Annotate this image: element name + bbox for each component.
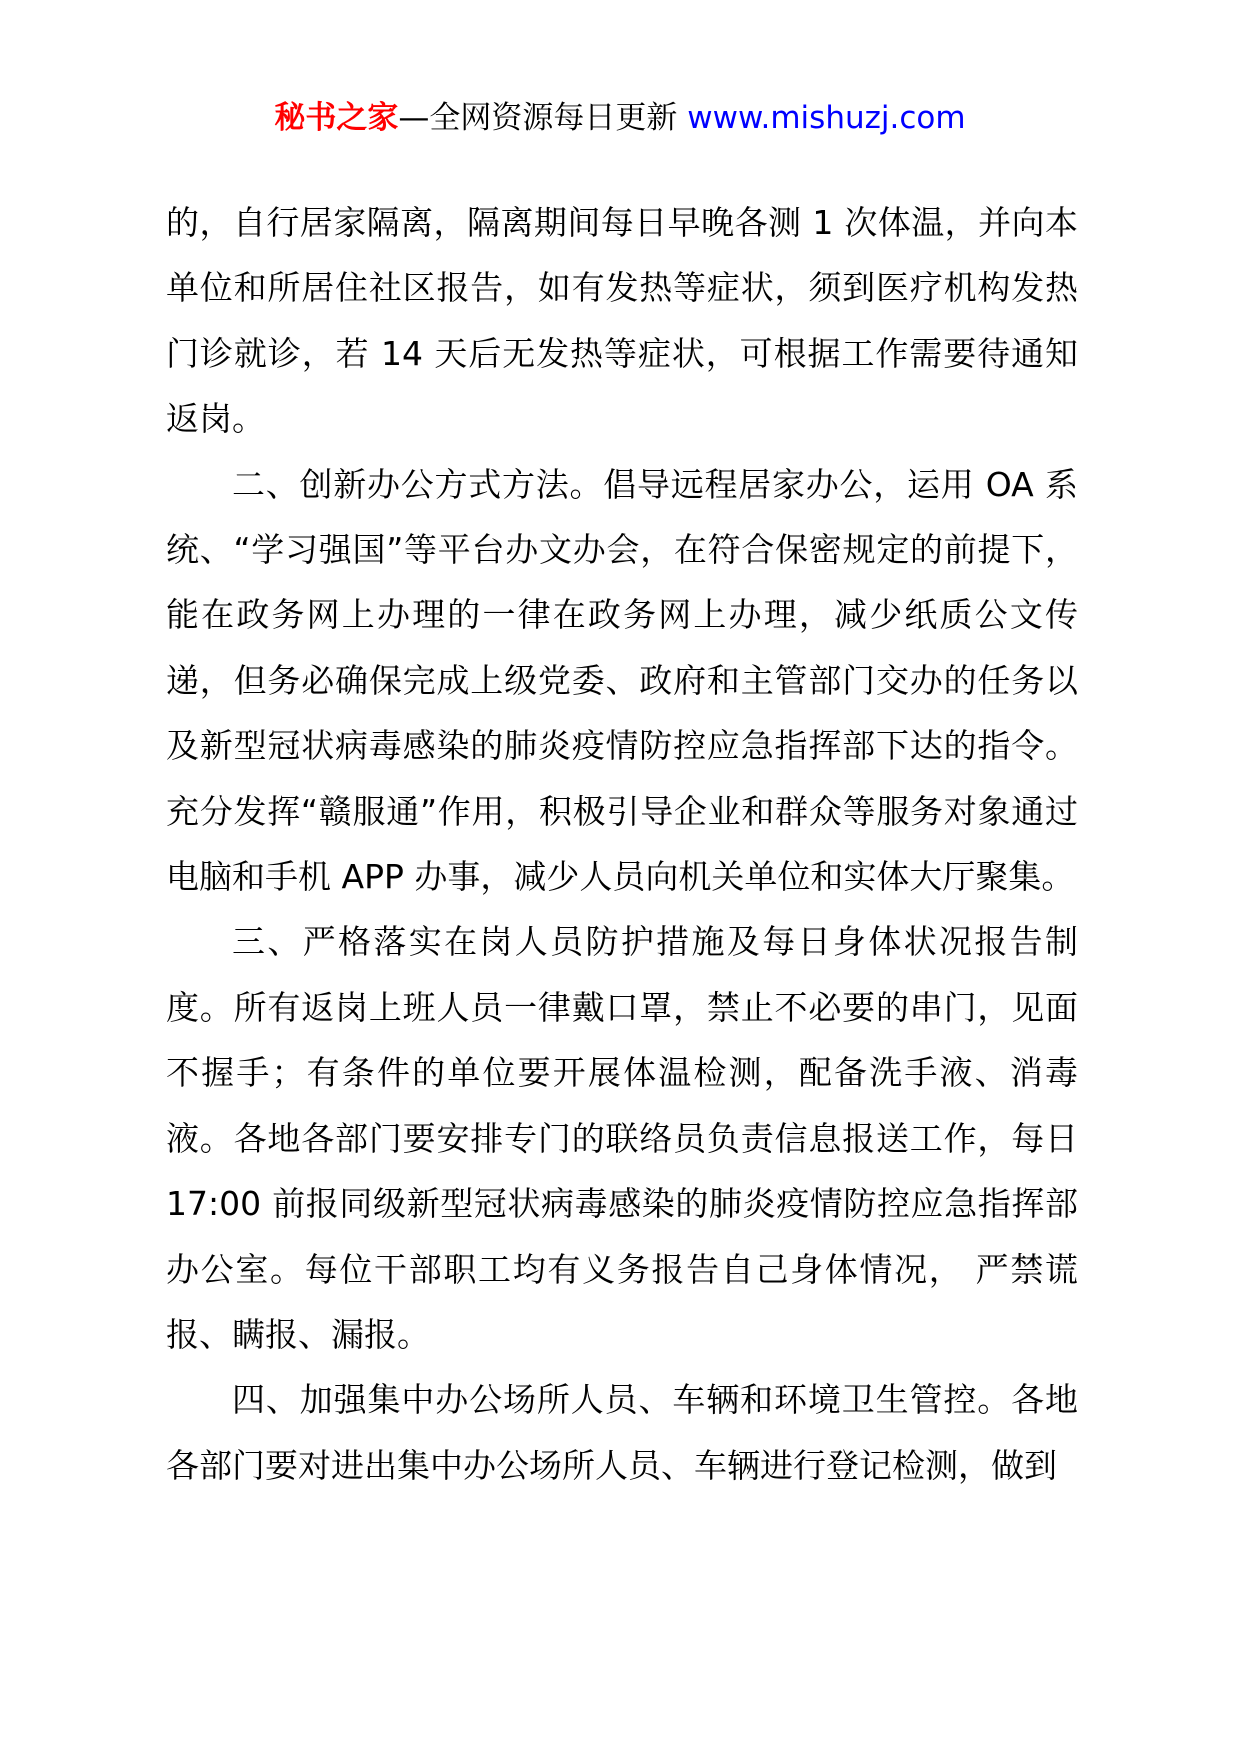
brand-name: 秘书之家 [274, 100, 399, 136]
paragraph-section-3: 三、严格落实在岗人员防护措施及每日身体状况报告制度。所有返岗上班人员一律戴口罩，禁止不必要的串门，见面不握手；有条件的单位要开展体温检测，配备洗手液、消毒液。各地各部门要安排专门的联络员负责信息报送工作，每日 17:00 前报同级新型冠状病毒感染的肺炎疫情防控应急指挥部办公室。每位干部职工均有义务报告自己身体情况， 严禁谎报、瞒报、漏报。 [166, 922, 1078, 1354]
document-body [166, 190, 1078, 1498]
paragraph-section-4: 四、加强集中办公场所人员、车辆和环境卫生管控。各地各部门要对进出集中办公场所人员、车辆进行登记检测，做到 [166, 1380, 1078, 1485]
paragraph-section-2: 二、创新办公方式方法。倡导远程居家办公，运用 OA 系统、“学习强国”等平台办文办会，在符合保密规定的前提下，能在政务网上办理的一律在政务网上办理，减少纸质公文传递，但务必确保完成上级党委、政府和主管部门交办的任务以及新型冠状病毒感染的肺炎疫情防控应急指挥部下达的指令。充分发挥“赣服通”作用，积极引导企业和群众等服务对象通过电脑和手机 APP 办事，减少人员向机关单位和实体大厅聚集。 [166, 464, 1078, 897]
website-link[interactable]: www.mishuzj.com [687, 100, 966, 136]
paragraph-continuation: 的，自行居家隔离，隔离期间每日早晚各测 1 次体温，并向本单位和所居住社区报告，如有发热等症状，须到医疗机构发热门诊就诊，若 14 天后无发热等症状，可根据工作需要待通知返岗。 [166, 203, 1078, 439]
header-tagline: —全网资源每日更新 [398, 100, 688, 136]
page-header [0, 98, 1240, 138]
